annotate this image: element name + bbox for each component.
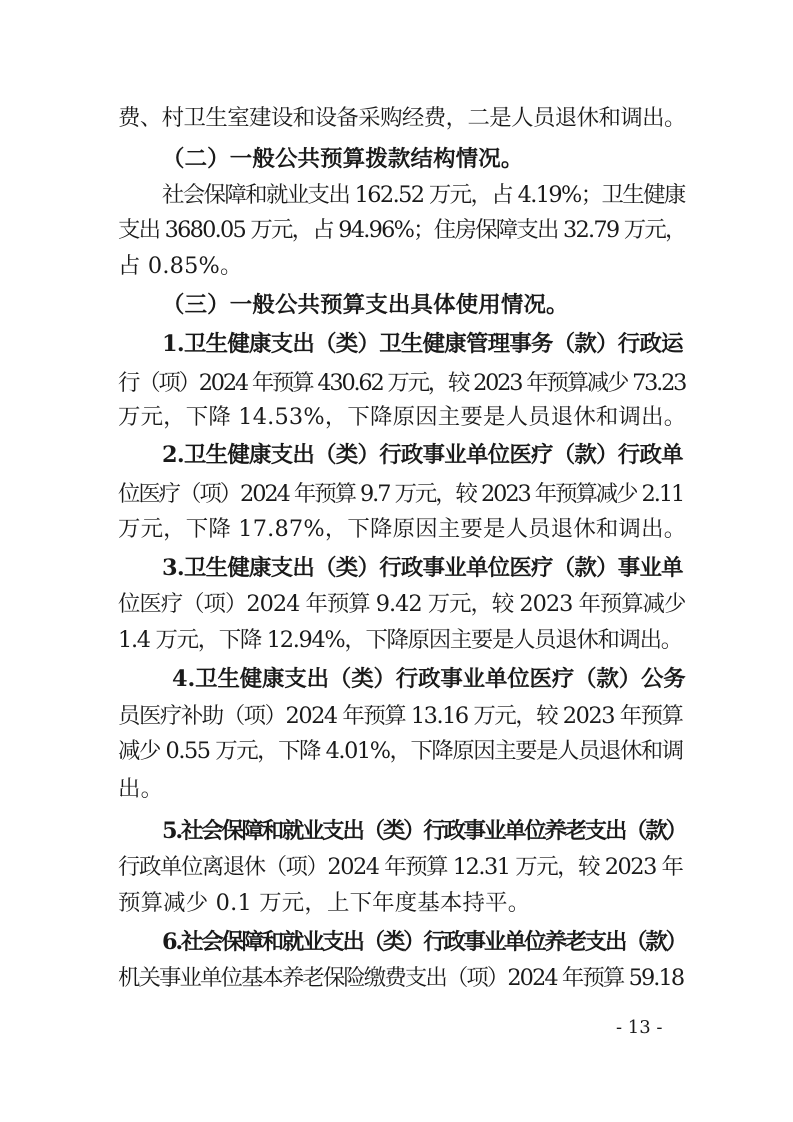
text-line: 减少 0.55 万元，下降 4.01%，下降原因主要是人员退休和调: [118, 738, 683, 764]
section-heading: （二）一般公共预算拨款结构情况。: [162, 146, 524, 172]
text-line: 万元，下降 14.53%，下降原因主要是人员退休和调出。: [118, 404, 687, 430]
item-heading: 4.卫生健康支出（类）行政事业单位医疗（款）公务: [172, 666, 686, 692]
text-line: 行政单位离退休（项）2024 年预算 12.31 万元，较 2023 年: [118, 854, 683, 880]
text-line: 支出 3680.05 万元，占 94.96%；住房保障支出 32.79 万元，: [118, 217, 686, 243]
text-line: 位医疗（项）2024 年预算 9.42 万元，较 2023 年预算减少: [118, 591, 686, 617]
item-heading: 3.卫生健康支出（类）行政事业单位医疗（款）事业单: [162, 555, 683, 581]
item-heading: 5.社会保障和就业支出（类）行政事业单位养老支出（款）: [162, 818, 686, 844]
item-heading: 2.卫生健康支出（类）行政事业单位医疗（款）行政单: [162, 442, 683, 468]
text-line: 万元，下降 17.87%，下降原因主要是人员退休和调出。: [118, 516, 687, 542]
section-heading: （三）一般公共预算支出具体使用情况。: [162, 292, 569, 318]
text-line: 行（项）2024 年预算 430.62 万元，较 2023 年预算减少 73.23: [118, 370, 686, 396]
text-line: 位医疗（项）2024 年预算 9.7 万元，较 2023 年预算减少 2.11: [118, 481, 684, 507]
text-line: 1.4 万元，下降 12.94%，下降原因主要是人员退休和调出。: [118, 627, 682, 653]
item-heading: 6.社会保障和就业支出（类）行政事业单位养老支出（款）: [162, 929, 686, 955]
text-line: 费、村卫生室建设和设备采购经费，二是人员退休和调出。: [118, 105, 686, 131]
text-line: 社会保障和就业支出 162.52 万元，占 4.19%；卫生健康: [162, 182, 685, 208]
text-line: 出。: [118, 776, 164, 802]
text-line: 员医疗补助（项）2024 年预算 13.16 万元，较 2023 年预算: [118, 703, 683, 729]
item-heading: 1.卫生健康支出（类）卫生健康管理事务（款）行政运: [162, 331, 683, 357]
text-line: 占 0.85%。: [118, 253, 243, 279]
text-line: 预算减少 0.1 万元，上下年度基本持平。: [118, 890, 531, 916]
text-line: 机关事业单位基本养老保险缴费支出（项）2024 年预算 59.18: [118, 965, 684, 991]
page-number: - 13 -: [616, 1017, 663, 1038]
